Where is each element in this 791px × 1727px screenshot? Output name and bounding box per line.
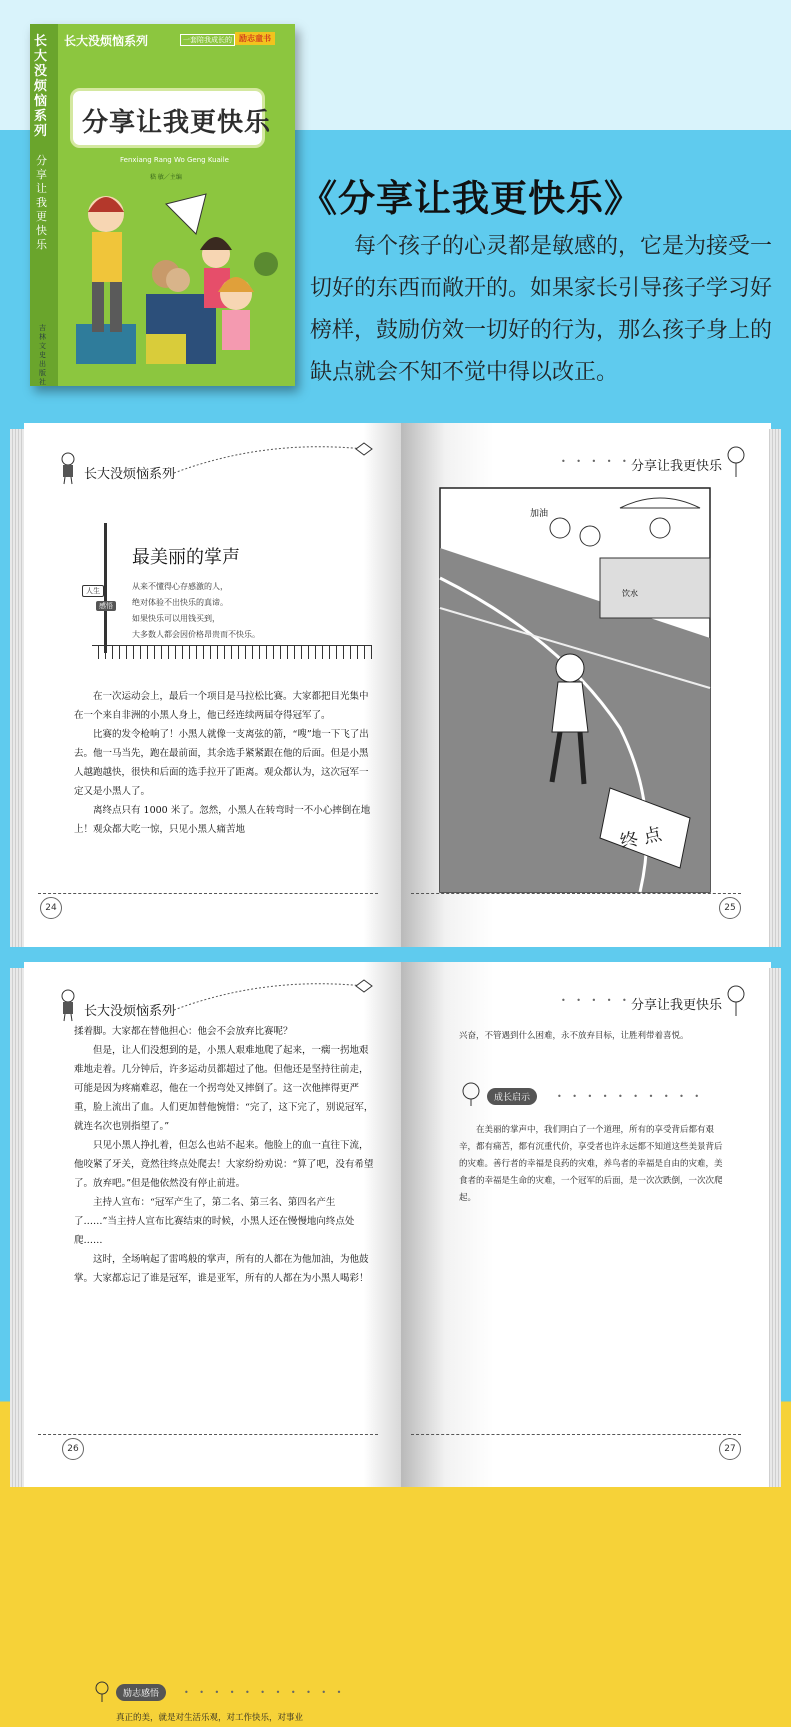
quote-line: 如果快乐可以用钱买到， [132,614,220,623]
cartoon-kid-icon [92,1680,112,1702]
paragraph: 揉着脚。大家都在替他担心：他会不会放弃比赛呢？ [74,1026,293,1037]
book-spread-2 [10,962,781,1723]
story-body [74,1022,374,1288]
page-number: 27 [719,1438,741,1460]
story-quote [132,579,332,643]
page-27 [401,962,771,1487]
spine-series-title: 长大没烦恼系列 [34,34,48,139]
page-number: 24 [40,897,62,919]
inspiration-text: 真正的美，就是对生活乐观，对工作快乐，对事业 [116,1713,304,1723]
sign-insight: 感悟 [96,601,116,611]
signpost [104,523,107,653]
page-edges-right [769,429,781,947]
quote-line: 绝对体验不出快乐的真谛。 [132,598,228,607]
cover-illustration [66,184,291,380]
race-illustration [440,488,710,892]
boy-icon [58,451,78,485]
footer-line [411,1434,741,1435]
cover-pinyin: Fenxiang Rang Wo Geng Kuaile [120,156,229,164]
page-number: 26 [62,1438,84,1460]
spine-publisher: 吉林文史出版社 [39,324,46,386]
label-growth: 成长启示 [487,1088,537,1105]
kite-string [174,439,394,479]
dots-decoration: • • • • • [561,996,631,1005]
cover-tag: 一套陪我成长的 [180,34,235,46]
quote-line: 大多数人都会因价格昂贵而不快乐。 [132,630,260,639]
sign-water: 饮水 [622,589,638,598]
dots-decoration: • • • • • [561,457,631,466]
quote-line: 从来不懂得心存感激的人， [132,582,228,591]
paragraph: 主持人宣布：“冠军产生了，第二名、第三名、第四名产生了……”当主持人宣布比赛结束的时候，小黑人还在慢慢地向终点处爬…… [74,1197,355,1246]
series-header: 长大没烦恼系列 [84,1004,176,1019]
page-edges-right [769,968,781,1487]
story-title: 最美丽的掌声 [132,547,240,568]
spine-book-title: 分享让我更快乐 [36,154,47,251]
paragraph: 这时，全场响起了雷鸣般的掌声，所有的人都在为他加油，为他鼓掌。大家都忘记了谁是冠军，谁是亚军，所有的人都在为小黑人喝彩！ [74,1254,369,1284]
cover-editor: 嵇 敏／主编 [150,174,182,181]
page-24 [24,423,401,947]
tree-icon [459,1082,483,1106]
sign-cheer: 加油 [530,509,549,519]
headline-description: 每个孩子的心灵都是敏感的，它是为接受一切好的东西而敞开的。如果家长引导孩子学习好榜样，鼓励仿效一切好的行为，那么孩子身上的缺点就会不知不觉中得以改正。 [310,234,773,385]
series-header: 长大没烦恼系列 [84,467,176,482]
footer-line [411,893,741,894]
dots-decoration: • • • • • • • • • • [557,1092,704,1101]
plant-icon [723,445,749,479]
series-header: 分享让我更快乐 [631,998,723,1013]
paragraph: 在一次运动会上，最后一个项目是马拉松比赛。大家都把目光集中在一个来自非洲的小黑人身上，他已经连续两届夺得冠军了。 [74,691,369,721]
label-inspiration: 励志感悟 [116,1684,166,1701]
paragraph: 比赛的发令枪响了！小黑人就像一支离弦的箭，“嗖”地一下飞了出去。他一马当先，跑在最前面，其余选手紧紧跟在他的后面。但是小黑人越跑越快，很快和后面的选手拉开了距离。观众都认为，这次冠军一定又是小黑人了。 [74,729,369,797]
continued-text: 兴奋，不管遇到什么困难，永不放弃目标，让胜利带着喜悦。 [459,1031,689,1041]
boy-icon [58,988,78,1022]
page-26 [24,962,401,1723]
cover-title: 分享让我更快乐 [82,108,272,138]
cover-series: 长大没烦恼系列 [64,34,149,48]
headline-title: 《分享让我更快乐》 [300,177,642,220]
paragraph: 只见小黑人挣扎着，但怎么也站不起来。他脸上的血一直往下流，他咬紧了牙关，竟然往终点处爬去！大家纷纷劝说：“算了吧，没有希望了。放弃吧。”但是他依然没有停止前进。 [74,1140,374,1189]
fence-decoration [92,645,372,659]
plant-icon [723,984,749,1018]
kite-string [174,976,394,1016]
footer-line [38,1434,378,1435]
finish-line-text: 终 点 [618,823,664,853]
growth-text: 在美丽的掌声中，我们明白了一个道理，所有的享受背后都有艰辛，都有痛苦，都有沉重代价，享受者也许永远都不知道这些美景背后的灾难。善行者的幸福是良药的灾难，养鸟者的幸福是自由的灾难，美食者的幸福是生命的灾难，一个冠军的后面，是一次次跌倒，一次次爬起。 [459,1125,723,1203]
paragraph: 离终点只有 1000 米了。忽然，小黑人在转弯时一不小心摔倒在地上！观众都大吃一惊，只见小黑人痛苦地 [74,805,371,835]
story-body [74,687,374,839]
sign-life: 人生 [82,585,104,597]
cover-badge: 励志童书 [235,32,275,45]
footer-line [38,893,378,894]
book-cover [30,24,295,386]
dots-decoration: • • • • • • • • • • • [184,1688,346,1697]
series-header: 分享让我更快乐 [631,459,723,474]
paragraph: 但是，让人们没想到的是，小黑人艰难地爬了起来，一瘸一拐地艰难地走着。几分钟后，许多运动员都超过了他。但他还是坚持往前走，可能是因为疼痛难忍，他在一个拐弯处又摔倒了。这一次他摔得更严重，脸上流出了血。人们更加替他惋惜：“完了，这下完了，别说冠军，就连名次也别指望了。” [74,1045,374,1132]
page-number: 25 [719,897,741,919]
